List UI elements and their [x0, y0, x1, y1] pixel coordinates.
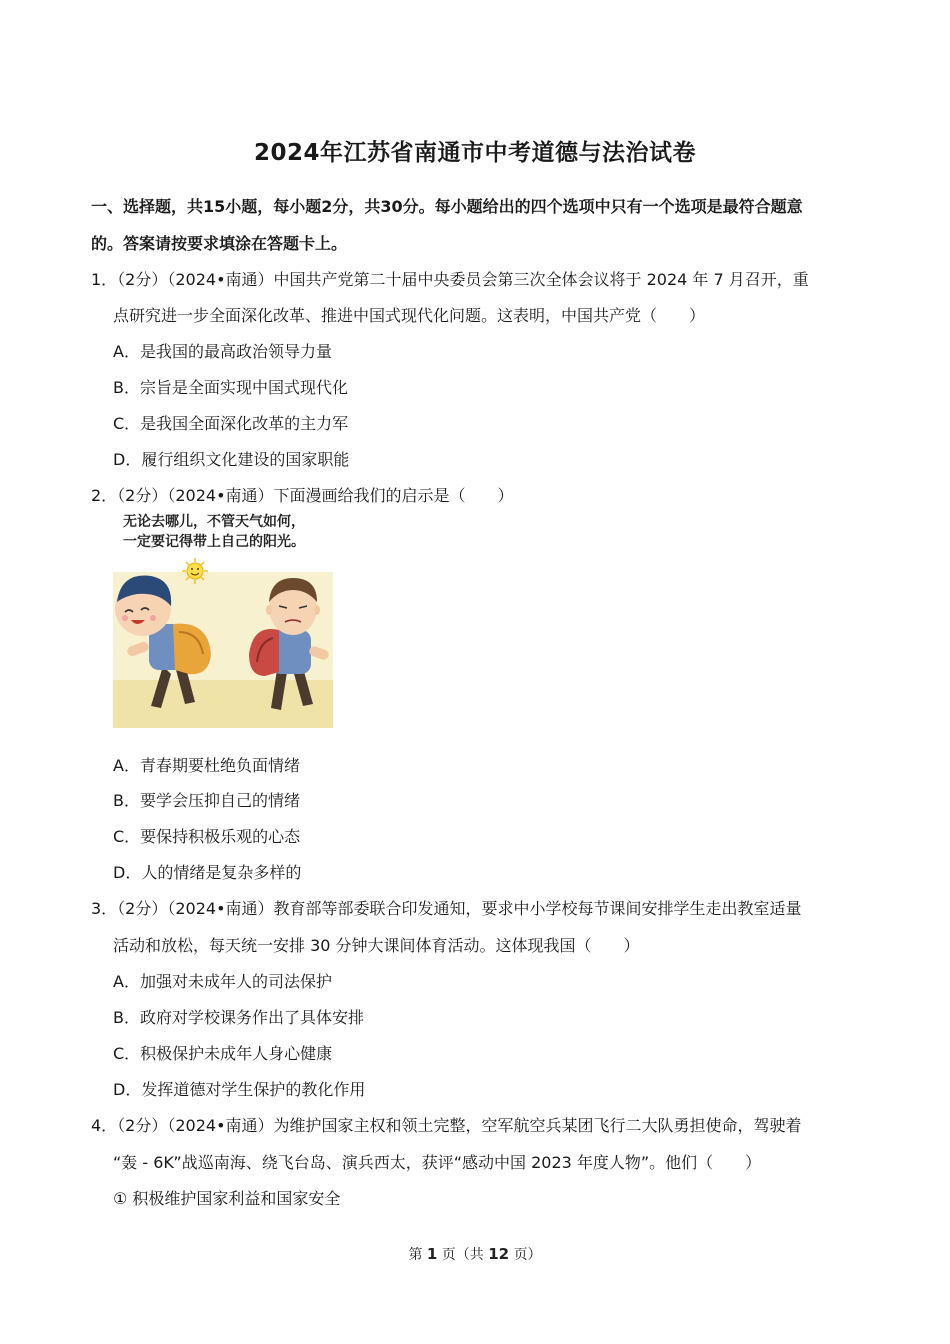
footer-total-pages: 12 — [488, 1245, 510, 1263]
option-b: B．宗旨是全面实现中国式现代化 — [113, 378, 348, 397]
option-a: A．是我国的最高政治领导力量 — [113, 342, 332, 361]
comic-caption — [123, 512, 343, 552]
comic-illustration — [113, 512, 343, 728]
question-stem-line: 3．（2分）（2024•南通）教育部等部委联合印发通知，要求中小学校每节课间安排学生走出教室适量 — [91, 899, 802, 918]
statement-1: ① 积极维护国家利益和国家安全 — [113, 1189, 341, 1208]
comic-drawing — [113, 558, 333, 728]
question-stem-line: 4．（2分）（2024•南通）为维护国家主权和领土完整，空军航空兵某团飞行二大队勇担使命，驾驶着 — [91, 1116, 802, 1135]
question-stem-line: “轰 - 6K”战巡南海、绕飞台岛、演兵西太，获评“感动中国 2023 年度人物”。他们（ ） — [113, 1153, 762, 1172]
section-heading-line-1: 一、选择题，共15小题，每小题2分，共30分。每小题给出的四个选项中只有一个选项是最符合题意 — [91, 197, 803, 216]
section-heading-line-2: 的。答案请按要求填涂在答题卡上。 — [91, 234, 348, 253]
option-c: C．要保持积极乐观的心态 — [113, 827, 301, 846]
option-a: A．加强对未成年人的司法保护 — [113, 972, 332, 991]
page-footer — [0, 1244, 950, 1264]
footer-middle: 页（共 — [441, 1247, 484, 1263]
page-title: 2024年江苏省南通市中考道德与法治试卷 — [253, 140, 696, 166]
option-c: C．积极保护未成年人身心健康 — [113, 1044, 333, 1063]
question-stem-line: 活动和放松，每天统一安排 30 分钟大课间体育活动。这体现我国（ ） — [113, 936, 640, 955]
question-stem-line: 点研究进一步全面深化改革、推进中国式现代化问题。这表明，中国共产党（ ） — [113, 306, 706, 325]
option-a: A．青春期要杜绝负面情绪 — [113, 756, 300, 775]
option-b: B．政府对学校课务作出了具体安排 — [113, 1008, 364, 1027]
option-d: D．人的情绪是复杂多样的 — [113, 863, 302, 882]
footer-suffix: 页） — [513, 1247, 542, 1263]
option-c: C．是我国全面深化改革的主力军 — [113, 414, 349, 433]
comic-caption-line: 无论去哪儿，不管天气如何， — [123, 514, 305, 530]
question-stem-line: 2．（2分）（2024•南通）下面漫画给我们的启示是（ ） — [91, 486, 514, 505]
comic-caption-line: 一定要记得带上自己的阳光。 — [123, 534, 305, 550]
question-stem-line: 1．（2分）（2024•南通）中国共产党第二十届中央委员会第三次全体会议将于 2024 年 7 月召开，重 — [91, 270, 809, 289]
footer-page-number: 1 — [426, 1245, 438, 1263]
footer-prefix: 第 — [408, 1247, 423, 1263]
option-d: D．发挥道德对学生保护的教化作用 — [113, 1080, 366, 1099]
option-d: D．履行组织文化建设的国家职能 — [113, 450, 350, 469]
option-b: B．要学会压抑自己的情绪 — [113, 791, 300, 810]
